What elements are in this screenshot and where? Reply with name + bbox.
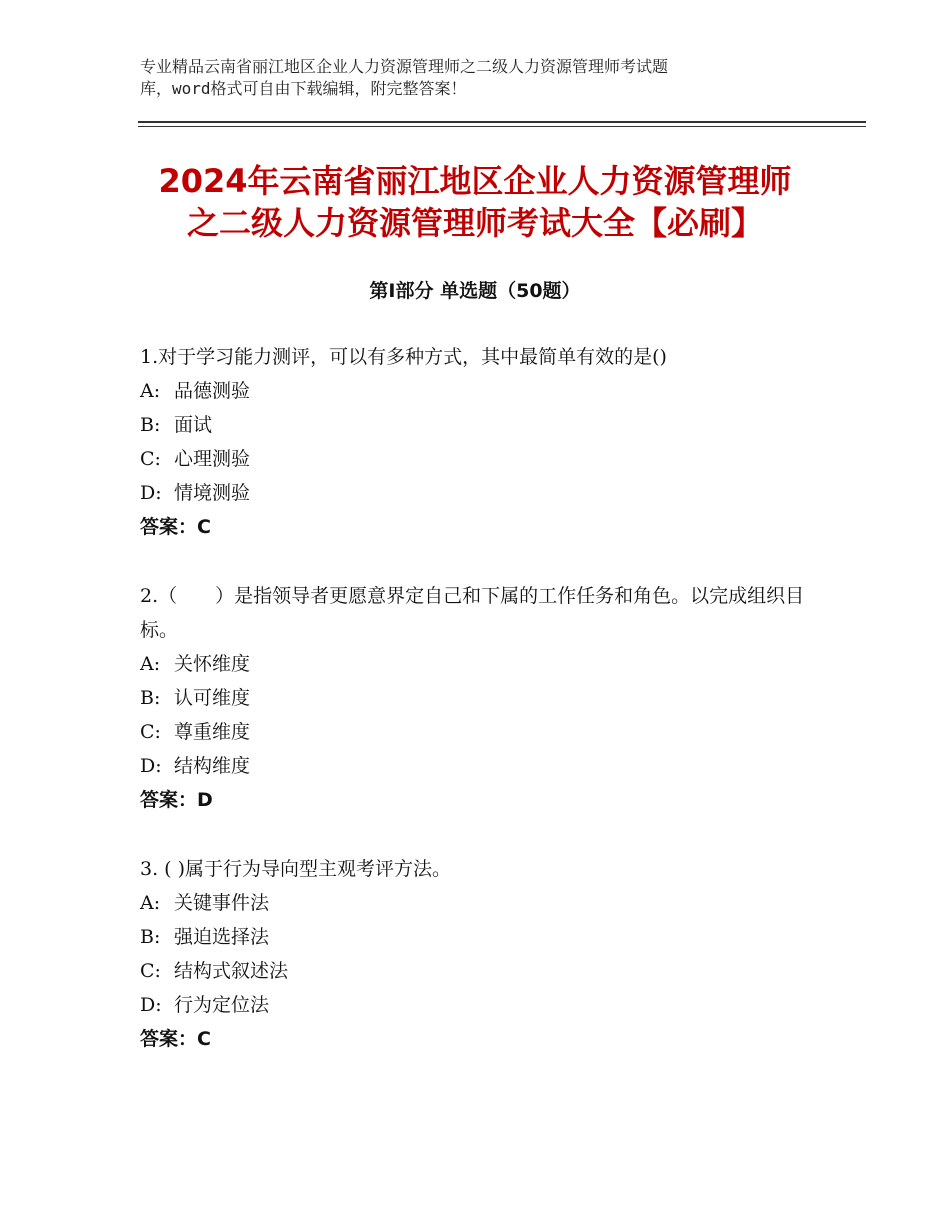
document-title (100, 160, 850, 244)
option-letter: C: (140, 721, 161, 743)
option-text: 强迫选择法 (174, 926, 270, 948)
option-letter: C: (140, 960, 161, 982)
option-text: 关键事件法 (174, 892, 270, 914)
option-text: 行为定位法 (174, 994, 270, 1016)
question-item (140, 852, 820, 1056)
option-text: 尊重维度 (174, 721, 251, 743)
option-letter: A: (140, 380, 161, 402)
option-letter: B: (140, 414, 161, 436)
question-stem: 1.对于学习能力测评，可以有多种方式，其中最简单有效的是() (140, 346, 667, 368)
document-title-line1: 2024年云南省丽江地区企业人力资源管理师 (158, 162, 792, 200)
option-letter: B: (140, 687, 161, 709)
option-letter: D: (140, 482, 162, 504)
question-stem: 3. ( )属于行为导向型主观考评方法。 (140, 858, 452, 880)
option-letter: C: (140, 448, 161, 470)
option-text: 结构维度 (174, 755, 251, 777)
section-title: 第Ⅰ部分 单选题（50题） (369, 280, 581, 302)
question-item (140, 579, 820, 817)
option-text: 情境测验 (174, 482, 251, 504)
header-note-line2: 库，word格式可自由下载编辑，附完整答案！ (140, 79, 467, 98)
option-letter: D: (140, 994, 162, 1016)
option-text: 面试 (174, 414, 213, 436)
option-letter: D: (140, 755, 162, 777)
option-text: 关怀维度 (174, 653, 251, 675)
question-stem: 2.（ ）是指领导者更愿意界定自己和下属的工作任务和角色。以完成组织目标。 (140, 585, 805, 641)
option-b (140, 681, 820, 715)
answer-label: 答案：C (140, 1028, 211, 1050)
option-c (140, 954, 820, 988)
option-letter: B: (140, 926, 161, 948)
answer-label: 答案：D (140, 789, 213, 811)
option-d (140, 988, 820, 1022)
option-text: 心理测验 (174, 448, 251, 470)
option-c (140, 442, 820, 476)
header-note-line1: 专业精品云南省丽江地区企业人力资源管理师之二级人力资源管理师考试题 (140, 57, 669, 76)
option-text: 结构式叙述法 (174, 960, 289, 982)
option-letter: A: (140, 653, 161, 675)
option-a (140, 374, 820, 408)
option-d (140, 749, 820, 783)
question-list (140, 340, 820, 1091)
option-b (140, 920, 820, 954)
option-b (140, 408, 820, 442)
option-a (140, 647, 820, 681)
header-rule-thin (138, 126, 866, 127)
header-note (140, 56, 780, 100)
option-c (140, 715, 820, 749)
answer-label: 答案：C (140, 516, 211, 538)
option-a (140, 886, 820, 920)
option-d (140, 476, 820, 510)
question-item (140, 340, 820, 544)
option-text: 品德测验 (174, 380, 251, 402)
option-letter: A: (140, 892, 161, 914)
header-rule-thick (138, 121, 866, 123)
document-title-line2: 之二级人力资源管理师考试大全【必刷】 (186, 204, 763, 242)
option-text: 认可维度 (174, 687, 251, 709)
